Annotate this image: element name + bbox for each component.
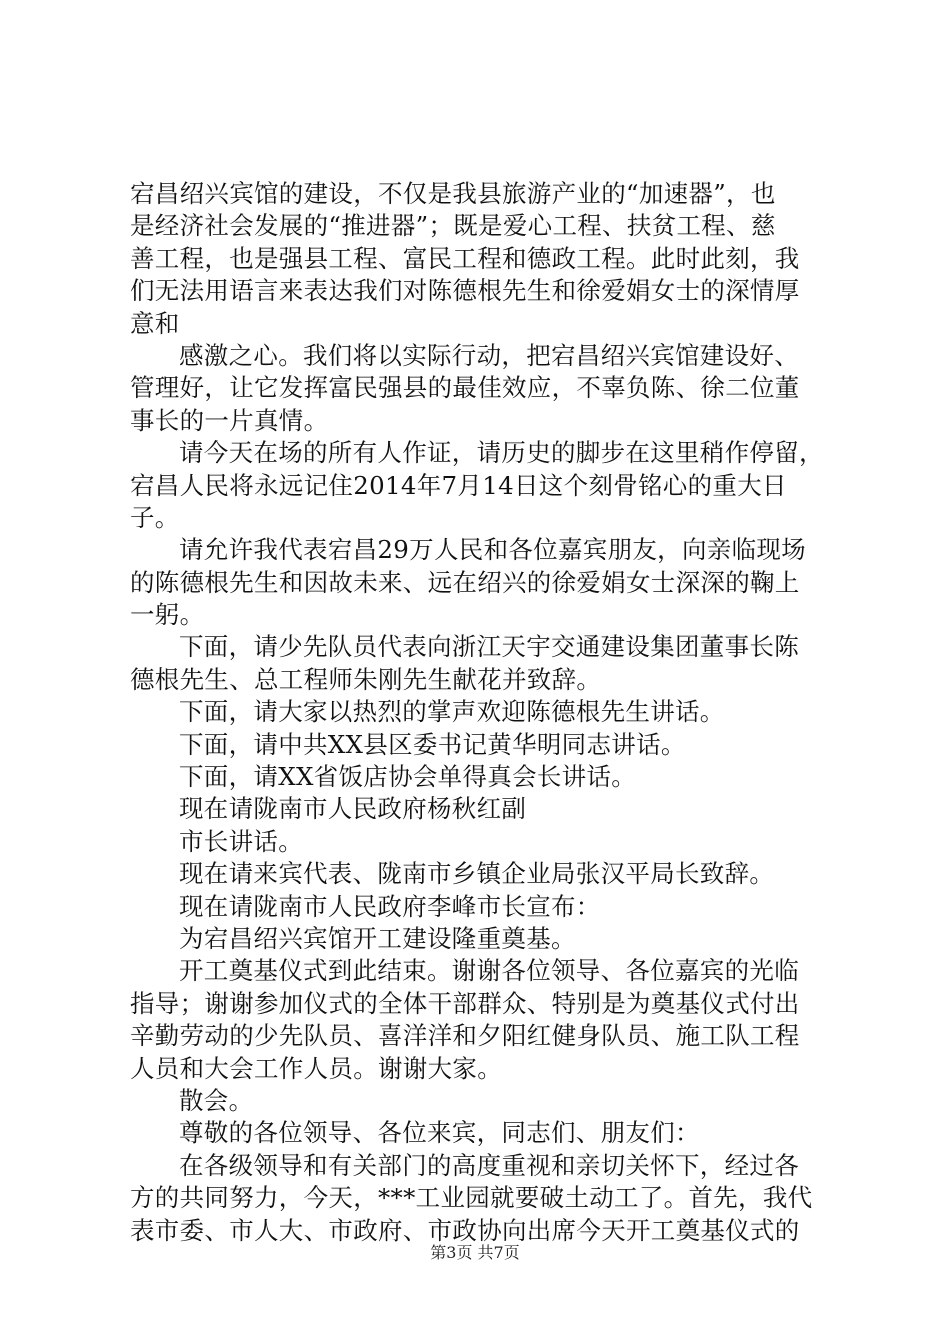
text-line: 请允许我代表宕昌29万人民和各位嘉宾朋友，向亲临现场 [179, 535, 806, 565]
text-line: 感激之心。我们将以实际行动，把宕昌绍兴宾馆建设好、 [179, 340, 799, 370]
page-footer: 第3页 共7页 [430, 1243, 520, 1262]
text-line: 开工奠基仪式到此结束。谢谢各位领导、各位嘉宾的光临 [179, 956, 799, 986]
text-line: 人员和大会工作人员。谢谢大家。 [130, 1053, 502, 1083]
text-line: 辛勤劳动的少先队员、喜洋洋和夕阳红健身队员、施工队工程 [130, 1021, 800, 1051]
text-line: 在各级领导和有关部门的高度重视和亲切关怀下，经过各 [179, 1150, 799, 1180]
text-line: 散会。 [179, 1085, 254, 1115]
text-line: 市长讲话。 [179, 826, 303, 856]
text-line: 事长的一片真情。 [130, 405, 329, 435]
text-line: 德根先生、总工程师朱刚先生献花并致辞。 [130, 664, 602, 694]
text-line: 宕昌绍兴宾馆的建设，不仅是我县旅游产业的“加速器”，也 [130, 179, 776, 208]
text-line: 善工程，也是强县工程、富民工程和德政工程。此时此刻，我 [130, 243, 800, 273]
text-line: 下面，请中共XX县区委书记黄华明同志讲话。 [179, 729, 686, 759]
text-line: 的陈德根先生和因故未来、远在绍兴的徐爱娟女士深深的鞠上 [130, 567, 800, 597]
text-line: 请今天在场的所有人作证，请历史的脚步在这里稍作停留， [179, 438, 824, 468]
text-line: 下面，请少先队员代表向浙江天宇交通建设集团董事长陈 [179, 632, 799, 662]
text-line: 现在请来宾代表、陇南市乡镇企业局张汉平局长致辞。 [179, 859, 775, 889]
text-line: 管理好，让它发挥富民强县的最佳效应，不辜负陈、徐二位董 [130, 373, 800, 403]
text-line: 下面，请大家以热烈的掌声欢迎陈德根先生讲话。 [179, 697, 725, 727]
text-line: 指导；谢谢参加仪式的全体干部群众、特别是为奠基仪式付出 [130, 988, 800, 1018]
text-line: 为宕昌绍兴宾馆开工建设隆重奠基。 [179, 923, 576, 953]
text-line: 宕昌人民将永远记住2014年7月14日这个刻骨铭心的重大日 [130, 470, 787, 500]
text-line: 子。 [130, 502, 180, 532]
text-line: 是经济社会发展的“推进器”；既是爱心工程、扶贫工程、慈 [130, 211, 776, 241]
text-line: 一躬。 [130, 600, 205, 630]
text-line: 方的共同努力，今天，***工业园就要破土动工了。首先，我代 [130, 1183, 813, 1213]
text-line: 现在请陇南市人民政府杨秋红副 [179, 794, 527, 824]
text-line: 现在请陇南市人民政府李峰市长宣布： [179, 891, 601, 921]
text-line: 们无法用语言来表达我们对陈德根先生和徐爱娟女士的深情厚 [130, 276, 800, 306]
text-line: 表市委、市人大、市政府、市政协向出席今天开工奠基仪式的 [130, 1215, 800, 1245]
text-line: 下面，请XX省饭店协会单得真会长讲话。 [179, 762, 637, 792]
text-line: 意和 [130, 308, 180, 338]
text-line: 尊敬的各位领导、各位来宾，同志们、朋友们： [179, 1118, 700, 1148]
document-body [130, 178, 830, 1247]
